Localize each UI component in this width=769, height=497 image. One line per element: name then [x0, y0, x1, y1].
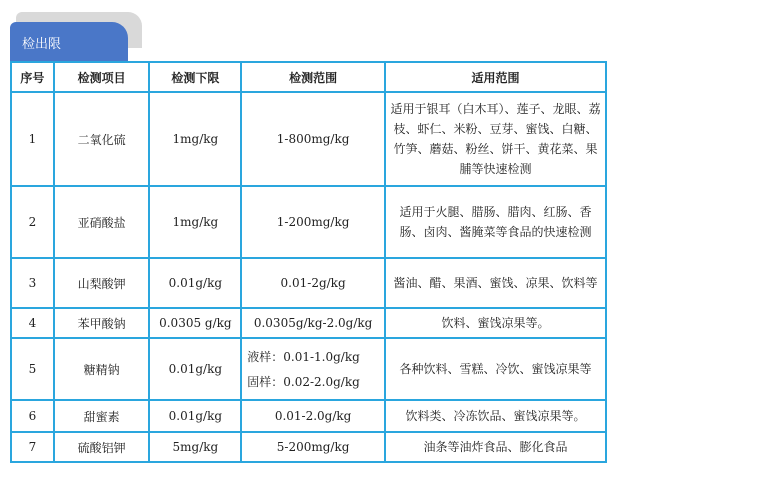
cell-no: 7: [11, 432, 54, 462]
cell-scope: 油条等油炸食品、膨化食品: [385, 432, 606, 462]
cell-lower: 1mg/kg: [149, 186, 241, 258]
table-row: [11, 338, 606, 400]
cell-range: 1-200mg/kg: [241, 186, 385, 258]
cell-item: 山梨酸钾: [54, 258, 150, 308]
cell-range: 1-800mg/kg: [241, 92, 385, 186]
tab-detection-limit[interactable]: [10, 22, 128, 62]
cell-no: 3: [11, 258, 54, 308]
header-no: 序号: [11, 62, 54, 92]
cell-lower: 0.0305 g/kg: [149, 308, 241, 338]
section-header: [10, 12, 590, 52]
cell-lower: 5mg/kg: [149, 432, 241, 462]
table-row: [11, 186, 606, 258]
detection-limit-table: [10, 61, 607, 463]
table-header-row: [11, 62, 606, 92]
table-row: [11, 92, 606, 186]
cell-scope: 适用于银耳（白木耳）、莲子、龙眼、荔枝、虾仁、米粉、豆芽、蜜饯、白糖、竹笋、蘑菇、粉丝、饼干、黄花菜、果脯等快速检测: [385, 92, 606, 186]
cell-scope: 饮料、蜜饯凉果等。: [385, 308, 606, 338]
cell-scope: 适用于火腿、腊肠、腊肉、红肠、香肠、卤肉、酱腌菜等食品的快速检测: [385, 186, 606, 258]
cell-item: 糖精钠: [54, 338, 150, 400]
table-row: [11, 258, 606, 308]
cell-range: [241, 338, 385, 400]
cell-no: 2: [11, 186, 54, 258]
header-lower-limit: 检测下限: [149, 62, 241, 92]
header-scope: 适用范围: [385, 62, 606, 92]
header-item: 检测项目: [54, 62, 150, 92]
table-row: [11, 432, 606, 462]
cell-no: 6: [11, 400, 54, 432]
cell-no: 4: [11, 308, 54, 338]
header-range: 检测范围: [241, 62, 385, 92]
cell-item: 硫酸铝钾: [54, 432, 150, 462]
table-row: [11, 400, 606, 432]
cell-item: 亚硝酸盐: [54, 186, 150, 258]
tab-label: 检出限: [22, 36, 62, 52]
table-row: [11, 308, 606, 338]
cell-no: 1: [11, 92, 54, 186]
cell-range: 5-200mg/kg: [241, 432, 385, 462]
cell-range: 0.01-2g/kg: [241, 258, 385, 308]
cell-range: 0.01-2.0g/kg: [241, 400, 385, 432]
cell-scope: 饮料类、冷冻饮品、蜜饯凉果等。: [385, 400, 606, 432]
cell-item: 苯甲酸钠: [54, 308, 150, 338]
cell-range: 0.0305g/kg-2.0g/kg: [241, 308, 385, 338]
cell-lower: 0.01g/kg: [149, 338, 241, 400]
cell-scope: 酱油、醋、果酒、蜜饯、凉果、饮料等: [385, 258, 606, 308]
cell-no: 5: [11, 338, 54, 400]
cell-scope: 各种饮料、雪糕、冷饮、蜜饯凉果等: [385, 338, 606, 400]
cell-item: 二氧化硫: [54, 92, 150, 186]
range-liquid: 液样：0.01-1.0g/kg: [247, 350, 360, 364]
cell-lower: 1mg/kg: [149, 92, 241, 186]
cell-item: 甜蜜素: [54, 400, 150, 432]
cell-lower: 0.01g/kg: [149, 258, 241, 308]
range-solid: 固样：0.02-2.0g/kg: [247, 375, 360, 389]
cell-lower: 0.01g/kg: [149, 400, 241, 432]
